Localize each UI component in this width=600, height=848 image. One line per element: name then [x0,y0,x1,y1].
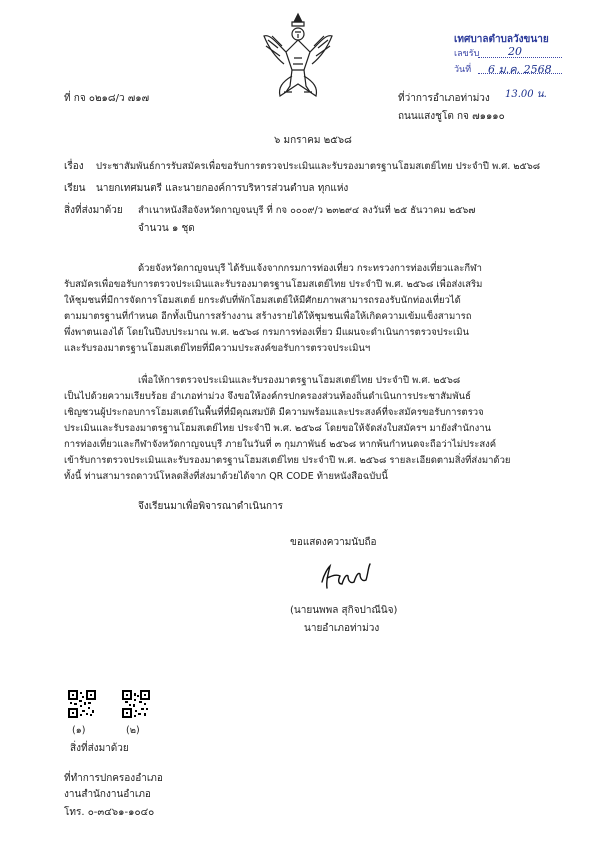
paragraph-1-line-2: รับสมัครเพื่อขอรับการตรวจประเมินและรับรองมาตรฐานโฮมสเตย์ไทย ประจำปี พ.ศ. ๒๕๖๘ เพื่อส่งเสริม [64,279,483,290]
qr-caption: สิ่งที่ส่งมาด้วย [70,743,129,754]
paragraph-2-line-5: การท่องเที่ยวและกีฬาจังหวัดกาญจนบุรี ภายในวันที่ ๓ กุมภาพันธ์ ๒๕๖๘ หากพ้นกำหนดจะถือว่าไม่ประสงค์ [64,439,497,450]
footer-section: งานสำนักงานอำเภอ [64,789,151,800]
subject-label: เรื่อง [64,161,84,172]
paragraph-2-line-6: เข้ารับการตรวจประเมินและรับรองมาตรฐานโฮมสเตย์ไทย ประจำปี พ.ศ. ๒๕๖๘ รายละเอียดตามสิ่งที่ส่งมาด้วย [64,455,511,466]
paragraph-1-line-6: และรับรองมาตรฐานโฮมสเตย์ไทยที่มีความประสงค์ขอรับการตรวจประเมินฯ [64,343,371,354]
stamp-number-value: 20 [508,45,522,58]
enclosure-line-2: จำนวน ๑ ชุด [138,223,195,234]
receipt-stamp [450,32,566,86]
enclosure-label: สิ่งที่ส่งมาด้วย [64,205,123,216]
qr-code-icon-1 [68,690,96,718]
garuda-emblem-icon [262,12,334,98]
paragraph-2-line-4: ประเมินและรับรองมาตรฐานโฮมสเตย์ไทย ประจำปี พ.ศ. ๒๕๖๘ โดยขอให้จัดส่งใบสมัครฯ มายังสำนักงาน [64,423,492,434]
qr-code-icon-2 [122,690,150,718]
enclosure-line-1: สำเนาหนังสือจังหวัดกาญจนบุรี ที่ กจ ๐๐๐๙/ว ๒๓๒๙๔ ลงวันที่ ๒๕ ธันวาคม ๒๕๖๗ [138,205,476,216]
signature-regards: ขอแสดงความนับถือ [290,537,377,548]
stamp-time-value: 13.00 น. [505,89,547,100]
paragraph-1-line-5: พึ่งพาตนเองได้ โดยในปีงบประมาณ พ.ศ. ๒๕๖๘ กรมการท่องเที่ยว มีแผนจะดำเนินการตรวจประเมิน [64,327,470,338]
closing-line: จึงเรียนมาเพื่อพิจารณาดำเนินการ [138,501,284,512]
subject-text: ประชาสัมพันธ์การรับสมัครเพื่อขอรับการตรวจประเมินและรับรองมาตรฐานโฮมสเตย์ไทย ประจำปี พ.ศ. ๒๕๖๘ [96,161,541,172]
stamp-date-label: วันที่ [454,65,472,75]
to-label: เรียน [64,183,86,194]
paragraph-1-line-3: ให้ชุมชนที่มีการจัดการโฮมสเตย์ ยกระดับที่พักโฮมสเตย์ให้มีศักยภาพสามารถรองรับนักท่องเที่ยวได้ [64,295,461,306]
stamp-number-label: เลขรับ [454,49,480,59]
paragraph-1-line-4: ตามมาตรฐานที่กำหนด อีกทั้งเป็นการสร้างงาน สร้างรายได้ให้ชุมชนเพื่อให้เกิดความเข้มแข็งสามารถ [64,311,472,322]
paragraph-2-line-1: เพื่อให้การตรวจประเมินและรับรองมาตรฐานโฮมสเตย์ไทย ประจำปี พ.ศ. ๒๕๖๘ [138,375,461,386]
document-date: ๖ มกราคม ๒๕๖๘ [274,135,352,146]
paragraph-2-line-7: ทั้งนี้ ท่านสามารถดาวน์โหลดสิ่งที่ส่งมาด้วยได้จาก QR CODE ท้ายหนังสือฉบับนี้ [64,471,388,482]
signatory-position: นายอำเภอท่าม่วง [304,623,380,634]
footer-phone: โทร. ๐-๓๔๖๑-๑๐๔๐ [64,807,155,818]
doc-number: ที่ กจ ๐๒๑๘/ว ๗๑๗ [64,93,150,104]
office-name: ที่ว่าการอำเภอท่าม่วง [398,93,490,104]
paragraph-2-line-2: เป็นไปด้วยความเรียบร้อย อำเภอท่าม่วง จึงขอให้องค์กรปกครองส่วนท้องถิ่นดำเนินการประชาสัมพันธ์ [64,391,471,402]
qr-label-1: (๑) [72,725,86,736]
paragraph-1-line-1: ด้วยจังหวัดกาญจนบุรี ได้รับแจ้งจากกรมการท่องเที่ยว กระทรวงการท่องเที่ยวและกีฬา [138,263,482,274]
to-text: นายกเทศมนตรี และนายกองค์การบริหารส่วนตำบล ทุกแห่ง [96,183,349,194]
handwritten-signature [318,560,378,594]
qr-label-2: (๒) [126,725,140,736]
stamp-org-name: เทศบาลตำบลวังขนาย [454,34,549,45]
signatory-name: (นายนพพล สุกิจปาณีนิจ) [290,605,398,616]
office-address: ถนนแสงชูโต กจ ๗๑๑๑๐ [398,111,505,122]
stamp-date-value: 6 ม.ค. 2568 [488,63,552,76]
paragraph-2-line-3: เชิญชวนผู้ประกอบการโฮมสเตย์ในพื้นที่ที่มีคุณสมบัติ มีความพร้อมและประสงค์ที่จะสมัครขอรับการตรวจ [64,407,484,418]
footer-office: ที่ทำการปกครองอำเภอ [64,773,163,784]
